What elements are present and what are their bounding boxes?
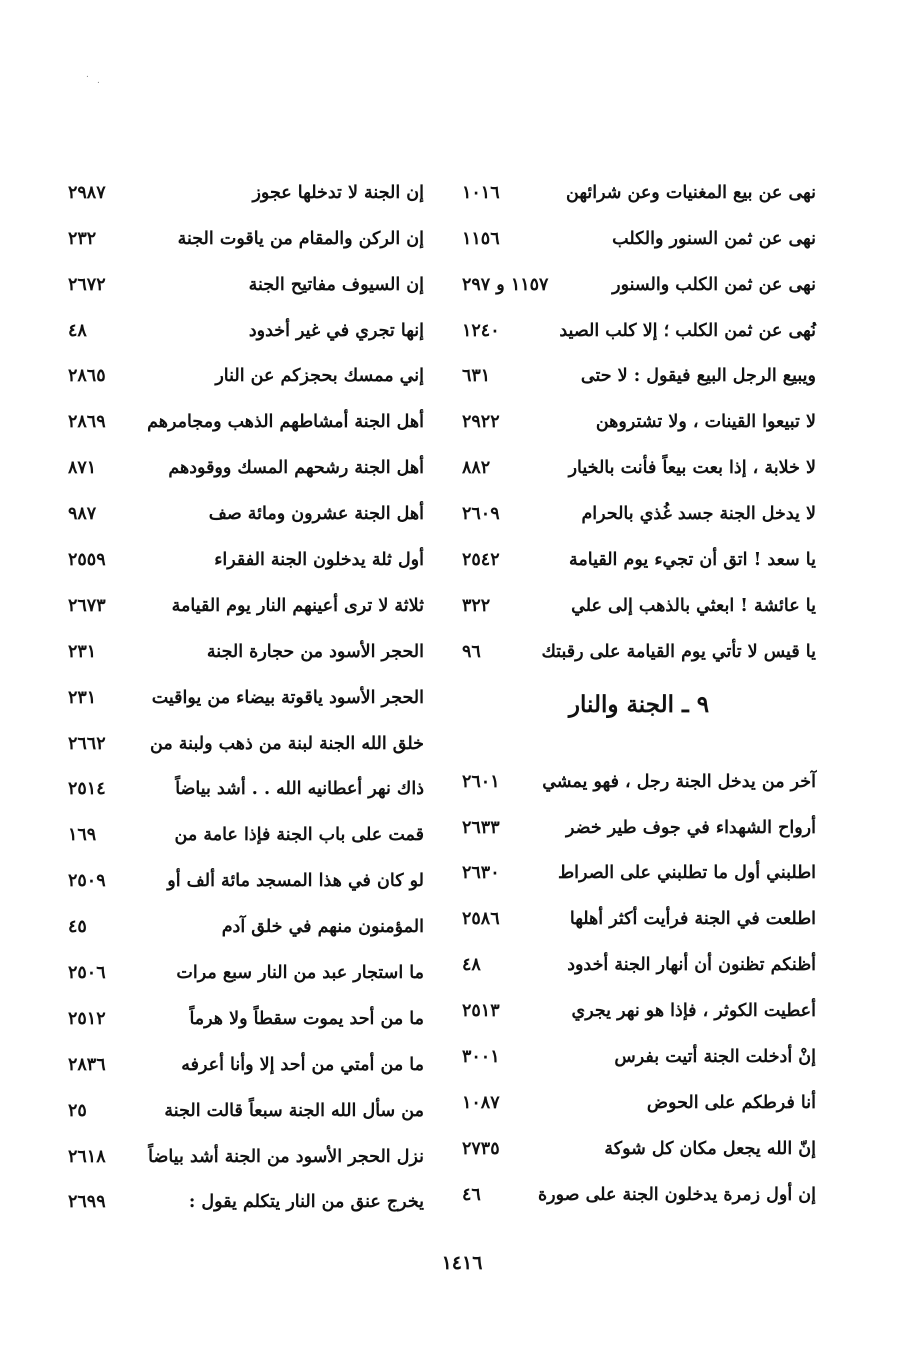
index-entry (68, 296, 424, 342)
entry-text: أهل الجنة أمشاطهم الذهب ومجامرهم (147, 412, 424, 433)
index-entry (68, 663, 424, 709)
index-entry (462, 433, 816, 479)
entry-text: ويبيع الرجل البيع فيقول : لا حتى (580, 366, 816, 387)
entry-ref: ٢٥٤٢ (462, 550, 500, 571)
entry-ref: ٢٧٣٥ (462, 1138, 500, 1159)
page-number: ١٤١٦ (441, 1252, 483, 1274)
left-column (68, 158, 424, 1213)
entry-ref: ٢٦٠١ (462, 771, 500, 792)
index-entry (462, 976, 816, 1022)
entry-text: المؤمنون منهم في خلق آدم (221, 917, 424, 938)
entry-text: إنْ أدخلت الجنة أتيت بفرس (614, 1047, 816, 1068)
index-entry (462, 617, 816, 663)
entry-ref: ٨٧١ (68, 458, 97, 479)
entry-text: إن السيوف مفاتيح الجنة (248, 274, 424, 295)
index-entry (68, 250, 424, 296)
entry-text: نهى عن ثمن السنور والكلب (612, 228, 816, 249)
entry-ref: ٢٥٨٦ (462, 909, 500, 930)
index-entry (462, 747, 816, 793)
entry-text: نهى عن بيع المغنيات وعن شرائهن (566, 182, 816, 203)
entry-ref: ٢٦٧٢ (68, 274, 106, 295)
index-entry (68, 846, 424, 892)
entry-ref: ٢٦١٨ (68, 1146, 106, 1167)
entry-ref: ٢٦٣٣ (462, 817, 500, 838)
index-entry (68, 433, 424, 479)
index-entry (68, 709, 424, 755)
entry-text: اطلبني أول ما تطلبني على الصراط (558, 863, 816, 884)
entry-ref: ٢٥٥٩ (68, 550, 106, 571)
entry-text: أنا فرطكم على الحوض (646, 1092, 816, 1113)
index-entry (462, 1160, 816, 1206)
entry-text: أرواح الشهداء في جوف طير خضر (566, 817, 816, 838)
entry-text: يخرج عنق من النار يتكلم يقول : (188, 1192, 424, 1213)
entry-ref: ٢٥ (68, 1100, 87, 1121)
index-entry (462, 525, 816, 571)
entry-text: ذاك نهر أعطانيه الله . . أشد بياضاً (175, 779, 424, 800)
entry-ref: ٢٨٦٥ (68, 366, 106, 387)
entry-text: لا يدخل الجنة جسد غُذي بالحرام (581, 504, 816, 525)
entry-text: يا قيس لا تأتي يوم القيامة على رقبتك (541, 641, 816, 662)
entry-ref: ١٠١٦ (462, 182, 500, 203)
entry-text: إن الركن والمقام من ياقوت الجنة (177, 228, 424, 249)
entry-text: أهل الجنة عشرون ومائة صف (208, 504, 424, 525)
index-entry (462, 930, 816, 976)
index-entry (462, 1022, 816, 1068)
index-entry (68, 617, 424, 663)
entry-ref: ٤٦ (462, 1184, 481, 1205)
entry-text: أظنكم تظنون أن أنهار الجنة أخدود (567, 955, 816, 976)
entry-ref: ٢٨٣٦ (68, 1054, 106, 1075)
entry-ref: ٢٩٢٢ (462, 412, 500, 433)
entry-ref: ١١٥٧ و ٢٩٧ (462, 274, 549, 295)
entry-text: إنها تجري في غير أخدود (248, 320, 424, 341)
right-entries-top (462, 158, 816, 663)
entry-ref: ٢٣١ (68, 641, 97, 662)
entry-ref: ٤٥ (68, 917, 87, 938)
index-entry (68, 800, 424, 846)
entry-text: إنّ الله يجعل مكان كل شوكة (604, 1138, 816, 1159)
entry-ref: ٢٨٦٩ (68, 412, 106, 433)
index-entry (68, 938, 424, 984)
entry-text: قمت على باب الجنة فإذا عامة من (174, 825, 424, 846)
entry-ref: ٢٦٦٢ (68, 733, 106, 754)
index-entry (68, 984, 424, 1030)
index-entry (462, 204, 816, 250)
entry-ref: ٢٥٠٦ (68, 963, 106, 984)
index-entry (462, 387, 816, 433)
entry-text: الحجر الأسود ياقوتة بيضاء من يواقيت (151, 687, 424, 708)
index-entry (68, 342, 424, 388)
entry-text: نزل الحجر الأسود من الجنة أشد بياضاً (148, 1146, 424, 1167)
entry-ref: ٩٨٧ (68, 504, 97, 525)
entry-ref: ٢٦٣٠ (462, 863, 500, 884)
index-entry (68, 755, 424, 801)
entry-text: أهل الجنة رشحهم المسك ووقودهم (168, 458, 424, 479)
scan-speck: . (97, 76, 100, 86)
entry-text: نهى عن ثمن الكلب والسنور (612, 274, 816, 295)
index-entry (68, 1168, 424, 1214)
entry-ref: ٨٨٢ (462, 458, 491, 479)
entry-text: إن الجنة لا تدخلها عجوز (252, 182, 424, 203)
entry-text: ما من أحد يموت سقطاً ولا هرماً (189, 1008, 424, 1029)
index-entry (462, 250, 816, 296)
index-entry (462, 479, 816, 525)
entry-ref: ١١٥٦ (462, 228, 500, 249)
entry-ref: ٢٥١٣ (462, 1001, 500, 1022)
index-entry (462, 1114, 816, 1160)
entry-ref: ٣٢٢ (462, 595, 491, 616)
index-entry (68, 158, 424, 204)
entry-text: ثلاثة لا ترى أعينهم النار يوم القيامة (171, 595, 424, 616)
index-entry (462, 571, 816, 617)
index-entry (68, 479, 424, 525)
entry-text: ما استجار عبد من النار سبع مرات (176, 963, 424, 984)
scan-speck: . (86, 70, 89, 80)
entry-text: أول ثلة يدخلون الجنة الفقراء (214, 550, 424, 571)
entry-ref: ١٠٨٧ (462, 1092, 500, 1113)
entry-text: اطلعت في الجنة فرأيت أكثر أهلها (569, 909, 816, 930)
entry-ref: ٢٩٨٧ (68, 182, 106, 203)
index-entry (462, 884, 816, 930)
entry-text: ما من أمتي من أحد إلا وأنا أعرفه (181, 1054, 424, 1075)
entry-ref: ٢٣١ (68, 687, 97, 708)
index-entry (68, 1030, 424, 1076)
index-entry (462, 1068, 816, 1114)
entry-text: من سأل الله الجنة سبعاً قالت الجنة (164, 1100, 424, 1121)
index-entry (68, 1122, 424, 1168)
entry-text: إني ممسك بحجزكم عن النار (215, 366, 424, 387)
index-entry (68, 892, 424, 938)
entry-ref: ٢٦٧٣ (68, 595, 106, 616)
entry-ref: ١٢٤٠ (462, 320, 500, 341)
entry-text: نُهى عن ثمن الكلب ؛ إلا كلب الصيد (559, 320, 816, 341)
entry-text: آخر من يدخل الجنة رجل ، فهو يمشي (542, 771, 816, 792)
index-entry (462, 793, 816, 839)
entry-text: خلق الله الجنة لبنة من ذهب ولبنة من (150, 733, 424, 754)
index-entry (68, 204, 424, 250)
index-entry (68, 571, 424, 617)
index-entry (68, 525, 424, 571)
entry-ref: ٢٦٩٩ (68, 1192, 106, 1213)
entry-ref: ٤٨ (68, 320, 87, 341)
entry-ref: ١٦٩ (68, 825, 97, 846)
index-entry (462, 839, 816, 885)
entry-text: أعطيت الكوثر ، فإذا هو نهر يجري (571, 1001, 816, 1022)
entry-ref: ٦٣١ (462, 366, 491, 387)
entry-text: لا تبيعوا القينات ، ولا تشتروهن (595, 412, 816, 433)
entry-ref: ٤٨ (462, 955, 481, 976)
index-entry (68, 387, 424, 433)
entry-ref: ٣٠٠١ (462, 1047, 500, 1068)
index-entry (68, 1076, 424, 1122)
index-entry (462, 158, 816, 204)
right-column (462, 158, 816, 1206)
entry-text: لا خلابة ، إذا بعت بيعاً فأنت بالخيار (568, 458, 816, 479)
section-heading: ٩ ـ الجنة والنار (568, 691, 710, 719)
entry-ref: ٢٥١٤ (68, 779, 106, 800)
entry-ref: ٩٦ (462, 641, 481, 662)
index-entry (462, 296, 816, 342)
entry-text: الحجر الأسود من حجارة الجنة (206, 641, 424, 662)
entry-text: يا سعد ! اتق أن تجيء يوم القيامة (568, 550, 816, 571)
entry-ref: ٢٦٠٩ (462, 504, 500, 525)
entry-text: إن أول زمرة يدخلون الجنة على صورة (537, 1184, 816, 1205)
entry-text: لو كان في هذا المسجد مائة ألف أو (167, 871, 424, 892)
entry-ref: ٢٥١٢ (68, 1008, 106, 1029)
index-entry (462, 342, 816, 388)
entry-text: يا عائشة ! ابعثي بالذهب إلى علي (571, 595, 816, 616)
entry-ref: ٢٣٢ (68, 228, 97, 249)
right-entries-bottom (462, 747, 816, 1206)
entry-ref: ٢٥٠٩ (68, 871, 106, 892)
